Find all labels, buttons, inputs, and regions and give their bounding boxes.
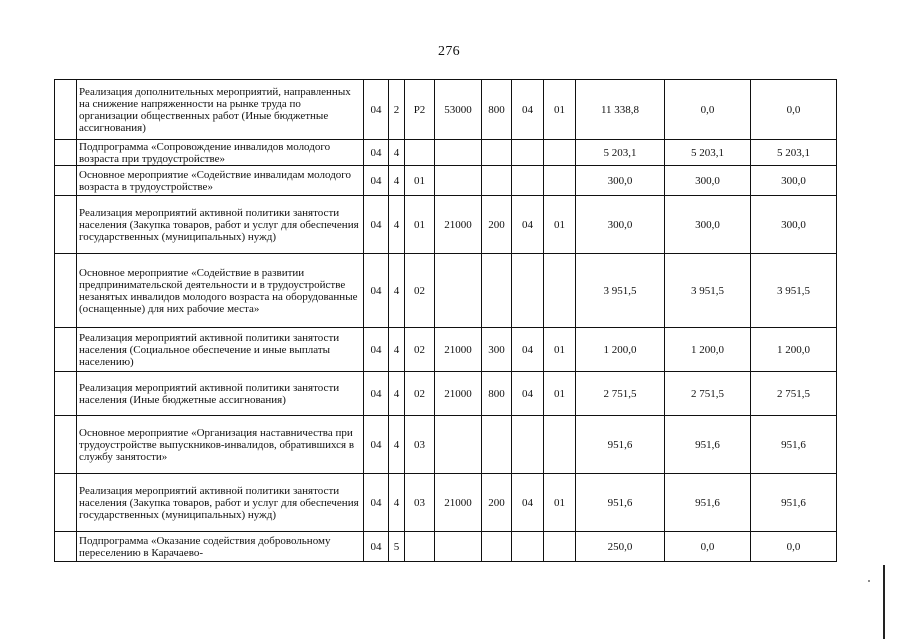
amount-cell-v1: 2 751,5 bbox=[576, 372, 665, 416]
code-cell-c5 bbox=[482, 532, 512, 562]
code-cell-c5: 800 bbox=[482, 80, 512, 140]
row-index-cell bbox=[55, 416, 77, 474]
code-cell-c2: 4 bbox=[389, 254, 405, 328]
code-cell-c7 bbox=[544, 532, 576, 562]
page-number: 276 bbox=[438, 44, 460, 59]
code-cell-c6: 04 bbox=[512, 474, 544, 532]
code-cell-c1: 04 bbox=[364, 474, 389, 532]
row-name-cell: Реализация мероприятий активной политики занятости населения (Закупка товаров, работ и услуг для обеспечения государственных (муниципальных) нужд) bbox=[77, 196, 364, 254]
code-cell-c1: 04 bbox=[364, 254, 389, 328]
code-cell-c6 bbox=[512, 140, 544, 166]
code-cell-c3: 01 bbox=[405, 166, 435, 196]
code-cell-c3: 02 bbox=[405, 254, 435, 328]
code-cell-c7: 01 bbox=[544, 196, 576, 254]
table-row bbox=[55, 474, 837, 532]
row-name-cell: Основное мероприятие «Содействие в развитии предпринимательской деятельности и в трудоустройстве незанятых инвалидов молодого возраста на оборудованные (оснащенные) для них рабочие места» bbox=[77, 254, 364, 328]
table-row bbox=[55, 416, 837, 474]
code-cell-c6: 04 bbox=[512, 196, 544, 254]
amount-cell-v2: 951,6 bbox=[665, 474, 751, 532]
code-cell-c5 bbox=[482, 254, 512, 328]
amount-cell-v1: 3 951,5 bbox=[576, 254, 665, 328]
amount-cell-v3: 951,6 bbox=[751, 474, 837, 532]
code-cell-c4 bbox=[435, 140, 482, 166]
scan-edge-line bbox=[883, 565, 885, 639]
amount-cell-v3: 0,0 bbox=[751, 80, 837, 140]
code-cell-c6: 04 bbox=[512, 372, 544, 416]
code-cell-c4: 21000 bbox=[435, 372, 482, 416]
code-cell-c3: 03 bbox=[405, 416, 435, 474]
row-name-cell: Реализация мероприятий активной политики занятости населения (Закупка товаров, работ и услуг для обеспечения государственных (муниципальных) нужд) bbox=[77, 474, 364, 532]
row-index-cell bbox=[55, 254, 77, 328]
row-name-cell: Реализация мероприятий активной политики занятости населения (Социальное обеспечение и иные выплаты населению) bbox=[77, 328, 364, 372]
table-body bbox=[55, 80, 837, 562]
amount-cell-v2: 5 203,1 bbox=[665, 140, 751, 166]
amount-cell-v3: 2 751,5 bbox=[751, 372, 837, 416]
code-cell-c3: 02 bbox=[405, 328, 435, 372]
code-cell-c3: P2 bbox=[405, 80, 435, 140]
amount-cell-v3: 1 200,0 bbox=[751, 328, 837, 372]
code-cell-c1: 04 bbox=[364, 140, 389, 166]
code-cell-c2: 4 bbox=[389, 196, 405, 254]
code-cell-c4: 53000 bbox=[435, 80, 482, 140]
scan-speck bbox=[868, 580, 870, 582]
code-cell-c1: 04 bbox=[364, 80, 389, 140]
code-cell-c1: 04 bbox=[364, 166, 389, 196]
code-cell-c1: 04 bbox=[364, 328, 389, 372]
code-cell-c2: 4 bbox=[389, 328, 405, 372]
amount-cell-v2: 2 751,5 bbox=[665, 372, 751, 416]
code-cell-c3 bbox=[405, 532, 435, 562]
table-row bbox=[55, 166, 837, 196]
row-name-cell: Основное мероприятие «Содействие инвалидам молодого возраста в трудоустройстве» bbox=[77, 166, 364, 196]
code-cell-c1: 04 bbox=[364, 372, 389, 416]
amount-cell-v2: 300,0 bbox=[665, 166, 751, 196]
code-cell-c6 bbox=[512, 166, 544, 196]
table-row bbox=[55, 254, 837, 328]
code-cell-c4: 21000 bbox=[435, 328, 482, 372]
amount-cell-v1: 1 200,0 bbox=[576, 328, 665, 372]
table-row bbox=[55, 196, 837, 254]
row-name-cell: Подпрограмма «Сопровождение инвалидов молодого возраста при трудоустройстве» bbox=[77, 140, 364, 166]
row-index-cell bbox=[55, 474, 77, 532]
table-row bbox=[55, 328, 837, 372]
amount-cell-v2: 1 200,0 bbox=[665, 328, 751, 372]
code-cell-c5: 800 bbox=[482, 372, 512, 416]
amount-cell-v2: 951,6 bbox=[665, 416, 751, 474]
table-row bbox=[55, 80, 837, 140]
row-index-cell bbox=[55, 80, 77, 140]
code-cell-c3: 02 bbox=[405, 372, 435, 416]
amount-cell-v3: 951,6 bbox=[751, 416, 837, 474]
amount-cell-v1: 300,0 bbox=[576, 166, 665, 196]
code-cell-c2: 5 bbox=[389, 532, 405, 562]
code-cell-c3: 01 bbox=[405, 196, 435, 254]
code-cell-c2: 2 bbox=[389, 80, 405, 140]
row-index-cell bbox=[55, 166, 77, 196]
table-row bbox=[55, 532, 837, 562]
row-name-cell: Реализация дополнительных мероприятий, направленных на снижение напряженности на рынке труда по организации общественных работ (Иные бюджетные ассигнования) bbox=[77, 80, 364, 140]
code-cell-c4: 21000 bbox=[435, 196, 482, 254]
code-cell-c1: 04 bbox=[364, 532, 389, 562]
amount-cell-v2: 3 951,5 bbox=[665, 254, 751, 328]
code-cell-c2: 4 bbox=[389, 474, 405, 532]
code-cell-c4 bbox=[435, 254, 482, 328]
code-cell-c1: 04 bbox=[364, 196, 389, 254]
code-cell-c7: 01 bbox=[544, 80, 576, 140]
row-index-cell bbox=[55, 532, 77, 562]
code-cell-c5 bbox=[482, 140, 512, 166]
code-cell-c5: 300 bbox=[482, 328, 512, 372]
code-cell-c7 bbox=[544, 254, 576, 328]
code-cell-c7 bbox=[544, 166, 576, 196]
amount-cell-v3: 300,0 bbox=[751, 166, 837, 196]
amount-cell-v1: 5 203,1 bbox=[576, 140, 665, 166]
code-cell-c6 bbox=[512, 254, 544, 328]
amount-cell-v1: 300,0 bbox=[576, 196, 665, 254]
code-cell-c7 bbox=[544, 416, 576, 474]
code-cell-c7: 01 bbox=[544, 474, 576, 532]
code-cell-c5: 200 bbox=[482, 474, 512, 532]
amount-cell-v3: 300,0 bbox=[751, 196, 837, 254]
code-cell-c5 bbox=[482, 416, 512, 474]
row-index-cell bbox=[55, 328, 77, 372]
table-row bbox=[55, 372, 837, 416]
code-cell-c2: 4 bbox=[389, 140, 405, 166]
code-cell-c6: 04 bbox=[512, 328, 544, 372]
amount-cell-v2: 0,0 bbox=[665, 532, 751, 562]
amount-cell-v1: 250,0 bbox=[576, 532, 665, 562]
row-index-cell bbox=[55, 140, 77, 166]
code-cell-c2: 4 bbox=[389, 166, 405, 196]
amount-cell-v2: 0,0 bbox=[665, 80, 751, 140]
table-row bbox=[55, 140, 837, 166]
amount-cell-v3: 0,0 bbox=[751, 532, 837, 562]
budget-table bbox=[54, 79, 837, 562]
code-cell-c2: 4 bbox=[389, 416, 405, 474]
amount-cell-v3: 3 951,5 bbox=[751, 254, 837, 328]
amount-cell-v2: 300,0 bbox=[665, 196, 751, 254]
code-cell-c4 bbox=[435, 166, 482, 196]
code-cell-c6: 04 bbox=[512, 80, 544, 140]
row-name-cell: Подпрограмма «Оказание содействия добровольному переселению в Карачаево- bbox=[77, 532, 364, 562]
code-cell-c6 bbox=[512, 532, 544, 562]
code-cell-c7: 01 bbox=[544, 328, 576, 372]
code-cell-c3 bbox=[405, 140, 435, 166]
row-index-cell bbox=[55, 372, 77, 416]
row-name-cell: Реализация мероприятий активной политики занятости населения (Иные бюджетные ассигнования) bbox=[77, 372, 364, 416]
code-cell-c7 bbox=[544, 140, 576, 166]
amount-cell-v1: 951,6 bbox=[576, 416, 665, 474]
amount-cell-v1: 951,6 bbox=[576, 474, 665, 532]
code-cell-c1: 04 bbox=[364, 416, 389, 474]
amount-cell-v1: 11 338,8 bbox=[576, 80, 665, 140]
row-name-cell: Основное мероприятие «Организация наставничества при трудоустройстве выпускников-инвалидов, обратившихся в службу занятости» bbox=[77, 416, 364, 474]
row-index-cell bbox=[55, 196, 77, 254]
code-cell-c7: 01 bbox=[544, 372, 576, 416]
code-cell-c3: 03 bbox=[405, 474, 435, 532]
code-cell-c4: 21000 bbox=[435, 474, 482, 532]
code-cell-c5 bbox=[482, 166, 512, 196]
code-cell-c4 bbox=[435, 416, 482, 474]
code-cell-c4 bbox=[435, 532, 482, 562]
code-cell-c5: 200 bbox=[482, 196, 512, 254]
amount-cell-v3: 5 203,1 bbox=[751, 140, 837, 166]
code-cell-c6 bbox=[512, 416, 544, 474]
code-cell-c2: 4 bbox=[389, 372, 405, 416]
